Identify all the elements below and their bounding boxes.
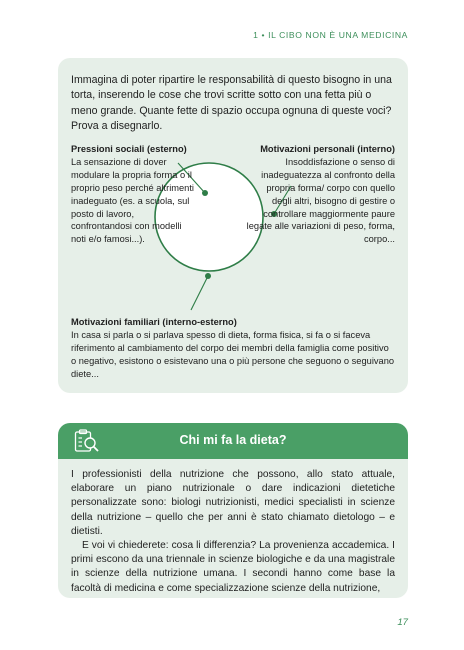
paragraph-2: E voi vi chiederete: cosa li differenzia? La provenienza accademica. I primi escono da una triennale in scienze biologiche e da una magistrale in scienze della nutrizione umana. I secondi hanno come base la facoltà di medicina e come specializzazione scienze della nutrizione, [71, 540, 395, 594]
family-motivations [71, 316, 395, 381]
family-title: Motivazioni familiari (interno-esterno) [71, 317, 237, 327]
section-body [71, 468, 395, 596]
family-text: In casa si parla o si parlava spesso di dieta, forma fisica, si fa o si faceva riferimento al cambiamento del corpo dei membri della famiglia come positivo o negativo, esistono o esistevano una o più persone che seguono o seguivano diete... [71, 329, 395, 379]
personal-text: Insoddisfazione o senso di inadeguatezza al confronto della propria forma/ corpo con quello degli altri, bisogno di gestire o controllare maggiormente paure legate alle variazioni di peso, forma, corpo... [246, 156, 395, 245]
personal-title: Motivazioni personali (interno) [260, 144, 395, 154]
section-header [58, 423, 408, 459]
social-text: La sensazione di dover modulare la propria forma o il proprio peso perché altrimenti inadeguato (es. a scuola, sul posto di lavoro, confrontandosi con modelli noti e/o famosi...). [71, 156, 194, 245]
dot-family [205, 273, 211, 279]
exercise-box [58, 58, 408, 393]
connector-family [191, 276, 208, 310]
social-title: Pressioni sociali (esterno) [71, 144, 187, 154]
personal-motivations [245, 143, 395, 246]
page-number: 17 [397, 617, 408, 628]
dot-social [202, 190, 208, 196]
section-box [58, 459, 408, 598]
paragraph-1: I professionisti della nutrizione che possono, allo stato attuale, elaborare un piano nutrizionale o dare indicazioni dietetiche personalizzate sono: biologi nutrizionisti, medici specialisti in scienze della nutrizione – quello che per anni è stato chiamato dietologo – e dietisti. [71, 469, 395, 537]
exercise-intro: Immagina di poter ripartire le responsabilità di questo bisogno in una torta, inserendo le cose che trovi scritte sotto con una fetta più o meno grande. Quante fette di spazio occupa ognuna di queste voci? Prova a disegnarlo. [71, 74, 392, 133]
section-title: Chi mi fa la dieta? [179, 433, 287, 447]
social-pressures [71, 143, 195, 246]
running-head: 1 • IL CIBO NON È UNA MEDICINA [253, 30, 408, 40]
